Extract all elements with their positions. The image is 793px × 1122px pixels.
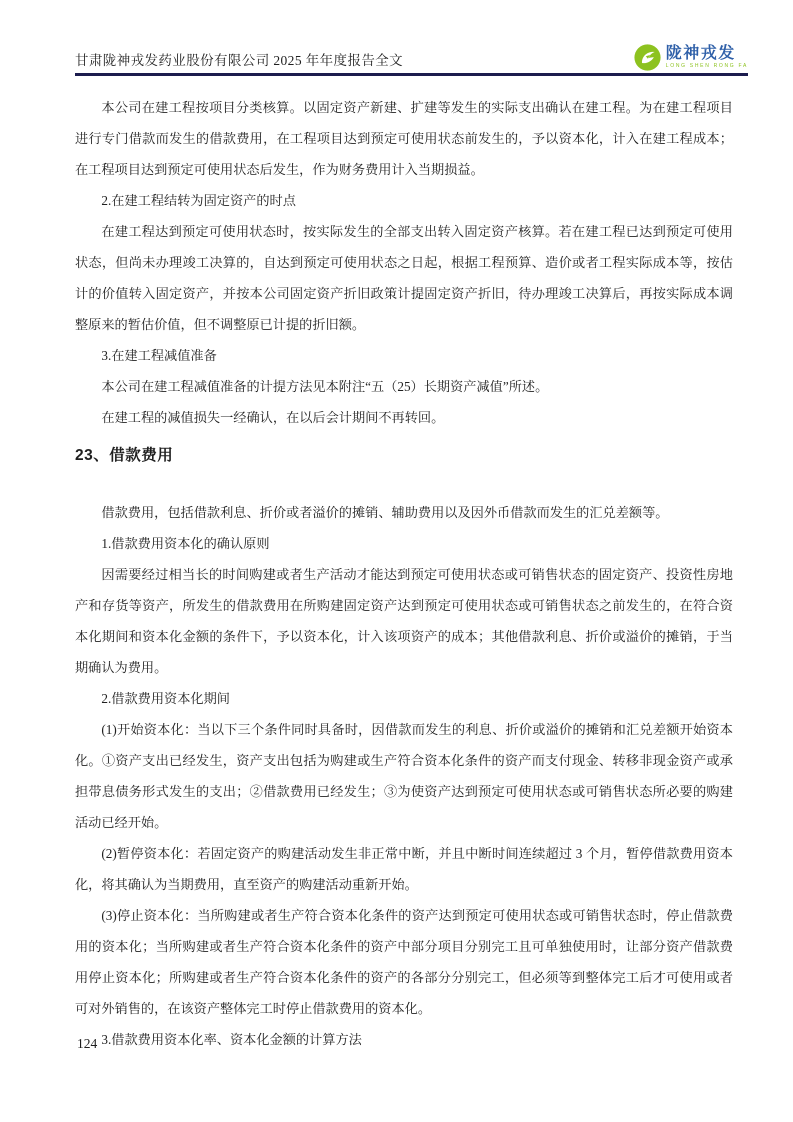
body-paragraph: 1.借款费用资本化的确认原则 bbox=[101, 536, 270, 551]
header-title: 甘肃陇神戎发药业股份有限公司 2025 年年度报告全文 bbox=[75, 53, 404, 68]
body-paragraph: 本公司在建工程减值准备的计提方法见本附注“五（25）长期资产减值”所述。 bbox=[101, 379, 549, 394]
body-paragraph: (1)开始资本化：当以下三个条件同时具备时，因借款而发生的利息、折价或溢价的摊销和汇兑差额开始资本化。①资产支出已经发生，资产支出包括为购建或生产符合资本化条件的资产而支付现金、转移非现金资产或承担带息债务形式发生的支出；②借款费用已经发生；③为使资产达到预定可使用状态或可销售状态所必要的购建活动已经开始。 bbox=[75, 722, 733, 830]
body-paragraph: 借款费用，包括借款利息、折价或者溢价的摊销、辅助费用以及因外币借款而发生的汇兑差额等。 bbox=[101, 505, 669, 520]
body-paragraph: (3)停止资本化：当所购建或者生产符合资本化条件的资产达到预定可使用状态或可销售状态时，停止借款费用的资本化；当所购建或者生产符合资本化条件的资产中部分项目分别完工且可单独使用时，让部分资产借款费用停止资本化；所购建或者生产符合资本化条件的资产的各部分分别完工，但必须等到整体完工后才可使用或者可对外销售的，在该资产整体完工时停止借款费用的资本化。 bbox=[75, 908, 733, 1016]
company-logo-icon bbox=[634, 44, 661, 71]
header-divider-rule bbox=[75, 73, 748, 76]
section-heading: 23、借款费用 bbox=[75, 447, 174, 464]
body-paragraph: 因需要经过相当长的时间购建或者生产活动才能达到预定可使用状态或可销售状态的固定资产、投资性房地产和存货等资产，所发生的借款费用在所购建固定资产达到预定可使用状态或可销售状态之前发生的，在符合资本化期间和资本化金额的条件下，予以资本化，计入该项资产的成本；其他借款利息、折价或溢价的摊销，于当期确认为费用。 bbox=[75, 567, 733, 675]
body-paragraph: 在建工程的减值损失一经确认，在以后会计期间不再转回。 bbox=[101, 410, 445, 425]
body-paragraph: (2)暂停资本化：若固定资产的购建活动发生非正常中断，并且中断时间连续超过 3 个月，暂停借款费用资本化，将其确认为当期费用，直至资产的购建活动重新开始。 bbox=[75, 846, 733, 892]
body-paragraph: 2.借款费用资本化期间 bbox=[101, 691, 230, 706]
body-paragraph: 在建工程达到预定可使用状态时，按实际发生的全部支出转入固定资产核算。若在建工程已达到预定可使用状态，但尚未办理竣工决算的，自达到预定可使用状态之日起，根据工程预算、造价或者工程实际成本等，按估计的价值转入固定资产，并按本公司固定资产折旧政策计提固定资产折旧，待办理竣工决算后，再按实际成本调整原来的暂估价值，但不调整原已计提的折旧额。 bbox=[75, 224, 733, 332]
body-paragraph: 3.借款费用资本化率、资本化金额的计算方法 bbox=[101, 1032, 362, 1047]
body-paragraph: 本公司在建工程按项目分类核算。以固定资产新建、扩建等发生的实际支出确认在建工程。为在建工程项目进行专门借款而发生的借款费用，在工程项目达到预定可使用状态前发生的，予以资本化，计入在建工程成本；在工程项目达到预定可使用状态后发生，作为财务费用计入当期损益。 bbox=[75, 100, 733, 177]
body-paragraph: 3.在建工程减值准备 bbox=[101, 348, 217, 363]
logo-name-cn: 陇神戎发 bbox=[665, 44, 736, 62]
body-paragraph: 2.在建工程结转为固定资产的时点 bbox=[101, 193, 296, 208]
page-number: 124 bbox=[77, 1036, 98, 1051]
company-logo bbox=[634, 44, 748, 71]
document-body bbox=[75, 92, 733, 1055]
company-logo-text bbox=[666, 46, 748, 70]
page-header bbox=[75, 42, 748, 72]
logo-name-en: LONG SHEN RONG FA bbox=[665, 63, 748, 70]
